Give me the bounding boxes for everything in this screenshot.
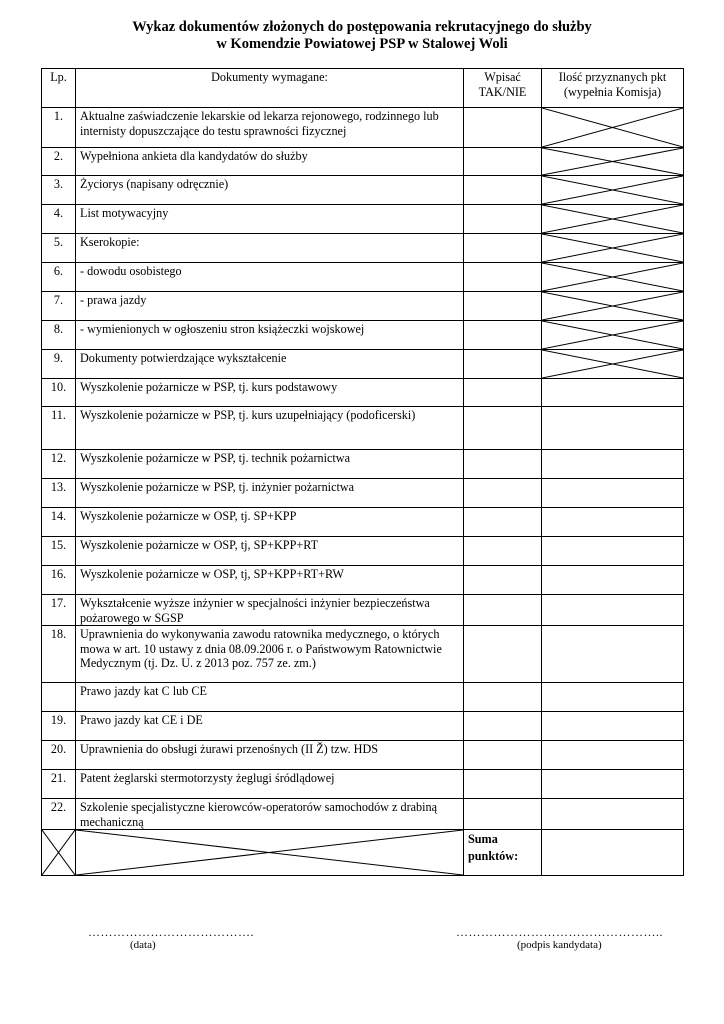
cross-out-icon [542, 263, 683, 291]
row-points-cell-crossed [542, 108, 684, 148]
row-document-name: - dowodu osobistego [76, 263, 464, 292]
row-number: 1. [42, 108, 76, 148]
row-document-name: Prawo jazdy kat C lub CE [76, 683, 464, 712]
row-number: 21. [42, 770, 76, 799]
row-entry-cell[interactable] [464, 537, 542, 566]
row-points-cell-crossed [542, 263, 684, 292]
row-entry-cell[interactable] [464, 407, 542, 450]
row-entry-cell[interactable] [464, 205, 542, 234]
cross-out-icon [42, 830, 75, 875]
row-number: 17. [42, 595, 76, 626]
row-document-name: Życiorys (napisany odręcznie) [76, 176, 464, 205]
row-points-cell-crossed [542, 292, 684, 321]
table-row [42, 479, 684, 508]
cross-out-icon [542, 176, 683, 204]
row-points-cell[interactable] [542, 741, 684, 770]
cross-out-icon [542, 321, 683, 349]
row-entry-cell[interactable] [464, 321, 542, 350]
row-document-name: Wyszkolenie pożarnicze w PSP, tj. kurs podstawowy [76, 379, 464, 407]
row-number: 19. [42, 712, 76, 741]
header-entry-line-2: TAK/NIE [478, 84, 527, 99]
table-row [42, 148, 684, 176]
table-row [42, 508, 684, 537]
total-row [42, 830, 684, 876]
total-lp-cell-crossed [42, 830, 76, 876]
table-row [42, 537, 684, 566]
row-number [42, 683, 76, 712]
row-number: 18. [42, 626, 76, 683]
row-entry-cell[interactable] [464, 148, 542, 176]
row-number: 13. [42, 479, 76, 508]
table-row [42, 712, 684, 741]
header-points-line-2: (wypełnia Komisja) [563, 84, 662, 99]
row-document-name: Kserokopie: [76, 234, 464, 263]
row-document-name: - prawa jazdy [76, 292, 464, 321]
row-entry-cell[interactable] [464, 508, 542, 537]
table-row [42, 407, 684, 450]
row-points-cell[interactable] [542, 407, 684, 450]
cross-out-icon [542, 350, 683, 378]
row-points-cell[interactable] [542, 566, 684, 595]
row-document-name: Wyszkolenie pożarnicze w OSP, tj, SP+KPP+RT [76, 537, 464, 566]
row-entry-cell[interactable] [464, 741, 542, 770]
table-row [42, 741, 684, 770]
row-points-cell-crossed [542, 148, 684, 176]
row-points-cell[interactable] [542, 770, 684, 799]
row-number: 5. [42, 234, 76, 263]
row-document-name: Prawo jazdy kat CE i DE [76, 712, 464, 741]
row-number: 15. [42, 537, 76, 566]
row-document-name: List motywacyjny [76, 205, 464, 234]
row-number: 9. [42, 350, 76, 379]
cross-out-icon [542, 108, 683, 147]
row-points-cell[interactable] [542, 799, 684, 830]
row-document-name: Wyszkolenie pożarnicze w PSP, tj. technik pożarnictwa [76, 450, 464, 479]
header-documents: Dokumenty wymagane: [76, 69, 464, 108]
header-lp: Lp. [42, 69, 76, 108]
row-entry-cell[interactable] [464, 799, 542, 830]
row-number: 11. [42, 407, 76, 450]
row-points-cell[interactable] [542, 479, 684, 508]
row-number: 6. [42, 263, 76, 292]
cross-out-icon [76, 830, 463, 875]
row-points-cell[interactable] [542, 595, 684, 626]
row-entry-cell[interactable] [464, 292, 542, 321]
row-entry-cell[interactable] [464, 350, 542, 379]
signature-caption: (podpis kandydata) [517, 939, 602, 951]
row-number: 20. [42, 741, 76, 770]
row-points-cell-crossed [542, 176, 684, 205]
row-entry-cell[interactable] [464, 770, 542, 799]
table-row [42, 205, 684, 234]
document-title-line-2: w Komendzie Powiatowej PSP w Stalowej Woli [216, 36, 508, 52]
table-row [42, 683, 684, 712]
cross-out-icon [542, 234, 683, 262]
row-number: 10. [42, 379, 76, 407]
table-row [42, 566, 684, 595]
row-number: 7. [42, 292, 76, 321]
row-entry-cell[interactable] [464, 479, 542, 508]
row-number: 22. [42, 799, 76, 830]
row-document-name: Wyszkolenie pożarnicze w OSP, tj. SP+KPP [76, 508, 464, 537]
row-number: 4. [42, 205, 76, 234]
table-row [42, 108, 684, 148]
row-document-name: Wykształcenie wyższe inżynier w specjalności inżynier bezpieczeństwa pożarowego w SGSP [76, 595, 464, 626]
row-document-name: Szkolenie specjalistyczne kierowców-operatorów samochodów z drabiną mechaniczną [76, 799, 464, 830]
row-document-name: Dokumenty potwierdzające wykształcenie [76, 350, 464, 379]
table-row [42, 350, 684, 379]
row-entry-cell[interactable] [464, 176, 542, 205]
row-document-name: Aktualne zaświadczenie lekarskie od lekarza rejonowego, rodzinnego lub internisty dopuszczające do testu sprawności fizycznej [76, 108, 464, 148]
row-points-cell[interactable] [542, 450, 684, 479]
table-row [42, 595, 684, 626]
row-entry-cell[interactable] [464, 626, 542, 683]
row-document-name: Wypełniona ankieta dla kandydatów do służby [76, 148, 464, 176]
row-number: 2. [42, 148, 76, 176]
row-entry-cell[interactable] [464, 450, 542, 479]
row-entry-cell[interactable] [464, 108, 542, 148]
row-points-cell[interactable] [542, 626, 684, 683]
row-points-cell-crossed [542, 321, 684, 350]
row-document-name: Patent żeglarski stermotorzysty żeglugi śródlądowej [76, 770, 464, 799]
table-row [42, 379, 684, 407]
row-document-name: Wyszkolenie pożarnicze w PSP, tj. kurs uzupełniający (podoficerski) [76, 407, 464, 450]
row-entry-cell[interactable] [464, 595, 542, 626]
document-title-line-1: Wykaz dokumentów złożonych do postępowania rekrutacyjnego do służby [132, 19, 592, 35]
total-label [464, 830, 542, 876]
row-document-name: Wyszkolenie pożarnicze w PSP, tj. inżynier pożarnictwa [76, 479, 464, 508]
total-desc-cell-crossed [76, 830, 464, 876]
documents-table [41, 68, 684, 876]
row-entry-cell[interactable] [464, 712, 542, 741]
total-label-line-1: Suma [468, 832, 498, 846]
total-label-line-2: punktów: [468, 849, 519, 863]
row-entry-cell[interactable] [464, 379, 542, 407]
date-caption: (data) [130, 939, 156, 951]
header-entry-line-1: Wpisać [484, 70, 521, 84]
row-points-cell-crossed [542, 234, 684, 263]
row-number: 3. [42, 176, 76, 205]
row-document-name: - wymienionych w ogłoszeniu stron książeczki wojskowej [76, 321, 464, 350]
cross-out-icon [542, 205, 683, 233]
cross-out-icon [542, 148, 683, 175]
total-points-cell[interactable] [542, 830, 684, 876]
header-points-line-1: Ilość przyznanych pkt [558, 70, 667, 84]
row-document-name: Wyszkolenie pożarnicze w OSP, tj, SP+KPP+RT+RW [76, 566, 464, 595]
row-points-cell[interactable] [542, 379, 684, 407]
row-points-cell-crossed [542, 350, 684, 379]
table-row [42, 321, 684, 350]
row-points-cell-crossed [542, 205, 684, 234]
row-points-cell[interactable] [542, 712, 684, 741]
row-entry-cell[interactable] [464, 683, 542, 712]
row-points-cell[interactable] [542, 683, 684, 712]
row-points-cell[interactable] [542, 537, 684, 566]
table-header-row [42, 69, 684, 108]
table-row [42, 176, 684, 205]
date-dotted-line: …………………………………. [88, 925, 254, 939]
cross-out-icon [542, 292, 683, 320]
table-row [42, 292, 684, 321]
table-row [42, 234, 684, 263]
header-entry [464, 69, 542, 108]
row-number: 12. [42, 450, 76, 479]
row-points-cell[interactable] [542, 508, 684, 537]
row-entry-cell[interactable] [464, 234, 542, 263]
table-row [42, 450, 684, 479]
row-number: 8. [42, 321, 76, 350]
row-document-name: Uprawnienia do obsługi żurawi przenośnych (II Ž) tzw. HDS [76, 741, 464, 770]
header-points [542, 69, 684, 108]
row-number: 14. [42, 508, 76, 537]
row-number: 16. [42, 566, 76, 595]
signature-dotted-line: ………………………………………….. [456, 925, 663, 939]
row-entry-cell[interactable] [464, 566, 542, 595]
row-document-name: Uprawnienia do wykonywania zawodu ratownika medycznego, o których mowa w art. 10 ustawy z dnia 08.09.2006 r. o Państwowym Ratownictwie Medycznym (tj. Dz. U. z 2013 poz. 757 ze. zm.) [76, 626, 464, 683]
table-row [42, 799, 684, 830]
row-entry-cell[interactable] [464, 263, 542, 292]
table-row [42, 626, 684, 683]
table-row [42, 263, 684, 292]
table-row [42, 770, 684, 799]
